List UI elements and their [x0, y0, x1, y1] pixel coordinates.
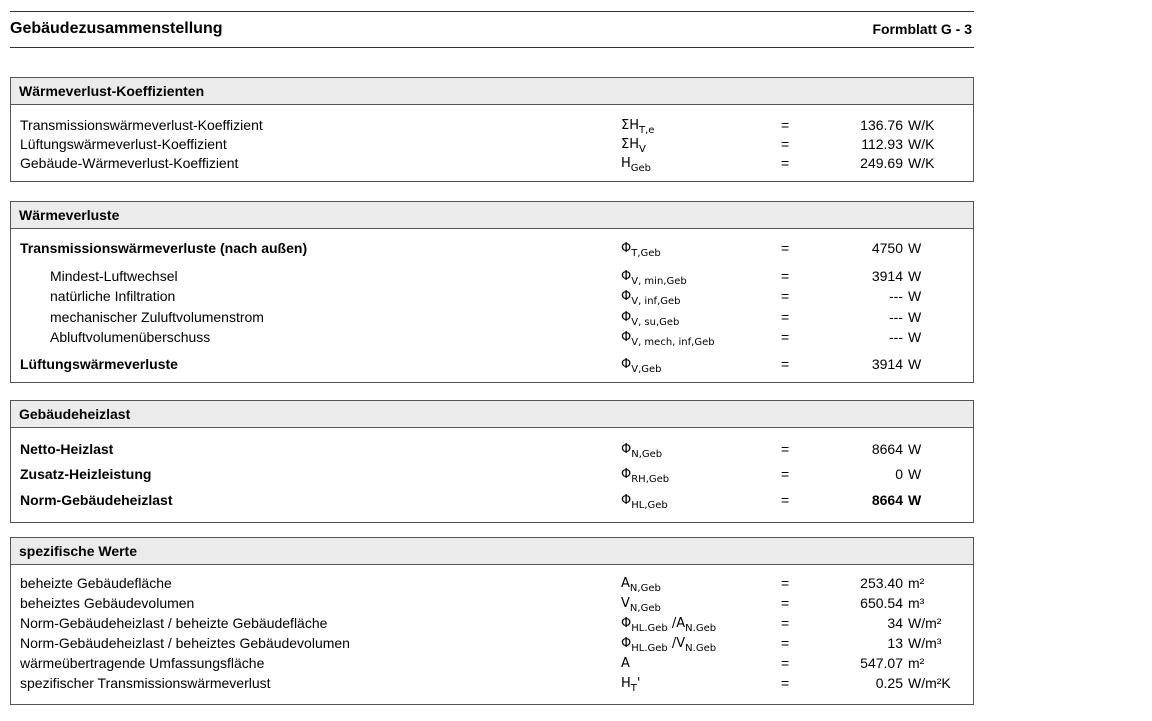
equals-sign: =: [781, 117, 790, 133]
row-value: ---: [889, 288, 903, 304]
equals-sign: =: [781, 595, 790, 611]
row-label: natürliche Infiltration: [50, 288, 176, 304]
row-label: beheizte Gebäudefläche: [20, 575, 172, 591]
row-label: beheiztes Gebäudevolumen: [20, 595, 195, 611]
row-unit: W/m²K: [908, 675, 951, 691]
row-value: 4750: [871, 240, 903, 256]
section-waermeverluste: [10, 201, 974, 383]
page-title: Gebäudezusammenstellung: [10, 20, 223, 37]
section-gebaeudeheizlast: [10, 400, 974, 523]
row-unit: W/K: [908, 136, 935, 152]
table-row: [11, 134, 973, 154]
row-value: 8664: [871, 441, 903, 457]
table-row: [11, 238, 973, 258]
table-row: [11, 633, 973, 653]
formula-symbol: $\Phi_{N,Geb}$: [621, 442, 663, 460]
row-label: Mindest-Luftwechsel: [50, 268, 178, 284]
row-unit: W/m²: [908, 615, 942, 631]
formula-symbol: $H_T'$: [621, 676, 641, 694]
equals-sign: =: [781, 492, 790, 508]
row-value: 13: [887, 635, 903, 651]
equals-sign: =: [781, 635, 790, 651]
row-label: spezifischer Transmissionswärmeverlust: [20, 675, 271, 691]
equals-sign: =: [781, 655, 790, 671]
row-value: ---: [889, 329, 903, 345]
row-value: 34: [887, 615, 903, 631]
row-unit: W: [908, 466, 922, 482]
equals-sign: =: [781, 268, 790, 284]
table-row: [11, 307, 973, 327]
row-value: 8664: [871, 492, 903, 508]
formula-symbol: $\Sigma H_{T,e}$: [621, 118, 655, 136]
formula-symbol: $\Phi_{V, su,Geb}$: [621, 310, 680, 328]
row-value: 249.69: [860, 155, 903, 171]
equals-sign: =: [781, 309, 790, 325]
equals-sign: =: [781, 675, 790, 691]
section-title: Gebäudeheizlast: [11, 401, 973, 428]
row-value: 650.54: [860, 595, 903, 611]
row-unit: m²: [908, 575, 925, 591]
table-row: [11, 354, 973, 374]
formula-symbol: $A_{N,Geb}$: [621, 576, 661, 594]
row-value: 547.07: [860, 655, 903, 671]
section-title: spezifische Werte: [11, 538, 973, 565]
row-unit: W: [908, 492, 922, 508]
formula-symbol: $\Phi_{T,Geb}$: [621, 241, 661, 259]
table-row: [11, 153, 973, 173]
formula-symbol: $\Phi_{HL.Geb}$ $/V_{N.Geb}$: [621, 636, 717, 654]
row-unit: m³: [908, 595, 925, 611]
table-row: [11, 266, 973, 286]
form-label: Formblatt G - 3: [872, 21, 972, 37]
table-row: [11, 490, 973, 510]
section-waermeverlust-koeffizienten: [10, 77, 974, 182]
formula-symbol: $\Sigma H_V$: [621, 137, 646, 155]
formula-symbol: $\Phi_{V, min,Geb}$: [621, 269, 687, 287]
row-label: Transmissionswärmeverlust-Koeffizient: [20, 117, 263, 133]
equals-sign: =: [781, 356, 790, 372]
row-unit: W/K: [908, 117, 935, 133]
row-value: 3914: [871, 268, 903, 284]
row-label: Netto-Heizlast: [20, 441, 114, 457]
row-label: Norm-Gebäudeheizlast / beheizte Gebäudefläche: [20, 615, 328, 631]
formula-symbol: $\Phi_{V, mech, inf,Geb}$: [621, 330, 715, 348]
row-value: 112.93: [861, 136, 903, 152]
table-row: [11, 115, 973, 135]
row-label: Transmissionswärmeverluste (nach außen): [20, 240, 308, 256]
row-label: Gebäude-Wärmeverlust-Koeffizient: [20, 155, 239, 171]
row-value: 3914: [871, 356, 903, 372]
row-unit: m²: [908, 655, 925, 671]
row-label: wärmeübertragende Umfassungsfläche: [20, 655, 265, 671]
row-unit: W: [908, 240, 922, 256]
table-row: [11, 613, 973, 633]
equals-sign: =: [781, 240, 790, 256]
formula-symbol: $\Phi_{HL,Geb}$: [621, 493, 668, 511]
table-row: [11, 439, 973, 459]
row-label: Lüftungswärmeverluste: [20, 356, 178, 372]
table-row: [11, 286, 973, 306]
formula-symbol: $\Phi_{RH,Geb}$: [621, 467, 670, 485]
equals-sign: =: [781, 155, 790, 171]
row-unit: W: [908, 309, 922, 325]
row-value: 253.40: [860, 575, 903, 591]
table-row: [11, 673, 973, 693]
table-row: [11, 593, 973, 613]
equals-sign: =: [781, 288, 790, 304]
table-row: [11, 573, 973, 593]
row-unit: W: [908, 288, 922, 304]
row-value: ---: [889, 309, 903, 325]
table-row: [11, 327, 973, 347]
table-row: [11, 464, 973, 484]
section-title: Wärmeverlust-Koeffizienten: [11, 78, 973, 105]
equals-sign: =: [781, 466, 790, 482]
formula-symbol: A: [621, 656, 630, 671]
row-unit: W: [908, 356, 922, 372]
row-value: 0: [895, 466, 903, 482]
row-label: Norm-Gebäudeheizlast: [20, 492, 173, 508]
equals-sign: =: [781, 136, 790, 152]
row-value: 136.76: [860, 117, 903, 133]
row-unit: W/K: [908, 155, 935, 171]
row-label: Lüftungswärmeverlust-Koeffizient: [20, 136, 227, 152]
row-label: mechanischer Zuluftvolumenstrom: [50, 309, 264, 325]
section-title: Wärmeverluste: [11, 202, 973, 229]
row-label: Zusatz-Heizleistung: [20, 466, 152, 482]
formula-symbol: $\Phi_{V,Geb}$: [621, 357, 662, 375]
table-row: [11, 653, 973, 673]
formula-symbol: $V_{N,Geb}$: [621, 596, 661, 614]
equals-sign: =: [781, 441, 790, 457]
row-unit: W: [908, 268, 922, 284]
row-unit: W: [908, 329, 922, 345]
formula-symbol: $H_{Geb}$: [621, 156, 652, 174]
row-label: Norm-Gebäudeheizlast / beheiztes Gebäudevolumen: [20, 635, 350, 651]
equals-sign: =: [781, 329, 790, 345]
row-unit: W: [908, 441, 922, 457]
section-spezifische-werte: [10, 537, 974, 705]
row-value: 0.25: [875, 675, 903, 691]
row-unit: W/m³: [908, 635, 942, 651]
row-label: Abluftvolumenüberschuss: [50, 329, 211, 345]
formula-symbol: $\Phi_{HL.Geb}$ $/A_{N.Geb}$: [621, 616, 717, 634]
equals-sign: =: [781, 615, 790, 631]
page-header: [10, 11, 974, 48]
formula-symbol: $\Phi_{V, inf,Geb}$: [621, 289, 681, 307]
equals-sign: =: [781, 575, 790, 591]
